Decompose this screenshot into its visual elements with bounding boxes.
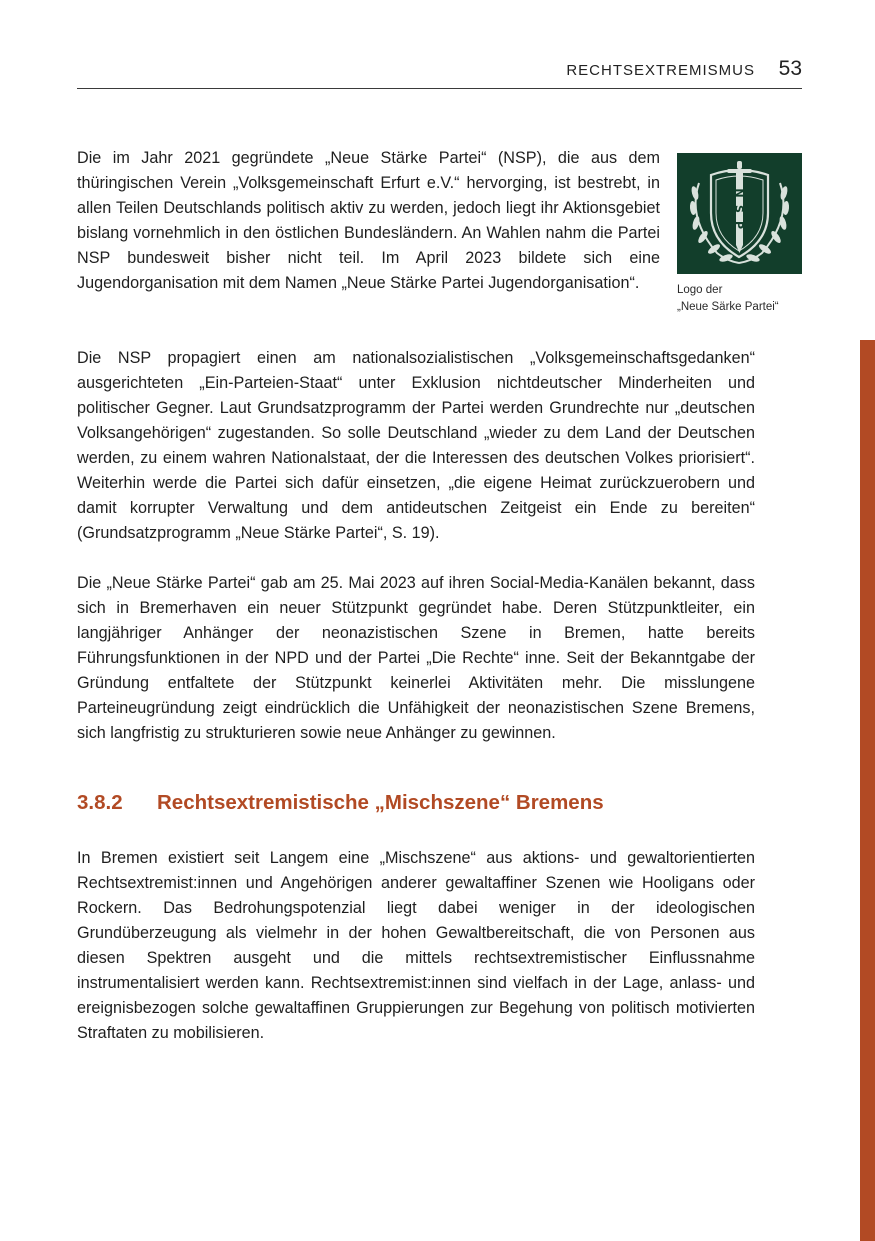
section-heading [77, 791, 604, 815]
svg-text:S: S [732, 205, 746, 213]
shield-sword-wreath-icon [677, 153, 802, 274]
running-header [77, 56, 802, 89]
section-paragraph: In Bremen existiert seit Langem eine „Mischszene“ aus aktions- und gewaltorientierten Rechtsextremist:innen und Angehörigen anderer gewaltaffiner Szenen wie Hooligans oder Rockern. Das Bedrohungspotenzial liegt dabei weniger in der ideologischen Grundüberzeugung als vielmehr in der hohen Gewaltbereitschaft, die von Personen aus diesen Spektren ausgeht und die mittels rechtsextremistischer Einflussnahme instrumentalisiert werden kann. Rechtsextremist:innen sind vielfach in der Lage, anlass- und ereignisbezogen solche gewaltaffinen Gruppierungen zur Begehung von politisch motivierten Straftaten zu mobilisieren. [77, 849, 755, 1042]
logo-caption [677, 282, 817, 316]
body-paragraph-ideology: Die NSP propagiert einen am nationalsozialistischen „Volksgemeinschaftsgedanken“ ausgerichteten „Ein-Parteien-Staat“ unter Exklusion nichtdeutscher Minderheiten und politischer Gegner. Laut Grundsatzprogramm der Partei werden Grundrechte nur „deutschen Volksangehörigen“ zugestanden. So solle Deutschland „wieder zu dem Land der Deutschen werden, zu einem wahren Nationalstaat, der die Interessen des deutschen Volkes priorisiert“. Weiterhin werde die Partei sich dafür einsetzen, „die eigene Heimat zurückzuerobern und damit korrupter Verwaltung und dem antideutschen Zeitgeist ein Ende zu bereiten“ (Grundsatzprogramm „Neue Stärke Partei“, S. 19). [77, 349, 755, 542]
logo-caption-line-2: „Neue Särke Partei“ [677, 301, 779, 313]
intro-paragraph: Die im Jahr 2021 gegründete „Neue Stärke Partei“ (NSP), die aus dem thüringischen Verein „Volksgemeinschaft Erfurt e.V.“ hervorging, ist bestrebt, in allen Teilen Deutschlands politisch aktiv zu werden, jedoch liegt ihr Aktionsgebiet bislang vornehmlich in den östlichen Bundesländern. An Wahlen nahm die Partei NSP bundesweit bisher nicht teil. Im April 2023 bildete sich eine Jugendorganisation mit dem Namen „Neue Stärke Partei Jugendorganisation“. [77, 149, 660, 292]
page-number: 53 [778, 57, 802, 80]
body-paragraph-bremerhaven: Die „Neue Stärke Partei“ gab am 25. Mai 2023 auf ihren Social-Media-Kanälen bekannt, dass sich in Bremerhaven ein neuer Stützpunkt gegründet habe. Deren Stützpunktleiter, ein langjähriger Anhänger der neonazistischen Szene in Bremen, hatte bereits Führungsfunktionen in der NPD und der Partei „Die Rechte“ inne. Seit der Bekanntgabe der Gründung entfaltete der Stützpunkt keinerlei Aktivitäten mehr. Die misslungene Parteineugründung zeigt eindrücklich die Unfähigkeit der neonazistischen Szene Bremens, sich langfristig zu strukturieren sowie neue Anhänger zu gewinnen. [77, 574, 755, 742]
chapter-side-bar [860, 340, 875, 1241]
svg-text:P: P [732, 220, 746, 230]
section-title: Rechtsextremistische „Mischszene“ Bremens [157, 791, 604, 814]
svg-text:N: N [732, 188, 746, 198]
section-number: 3.8.2 [77, 791, 123, 814]
logo-caption-line-1: Logo der [677, 284, 723, 296]
nsp-logo-image [677, 153, 802, 274]
header-title: RECHTSEXTREMISMUS [566, 62, 755, 79]
